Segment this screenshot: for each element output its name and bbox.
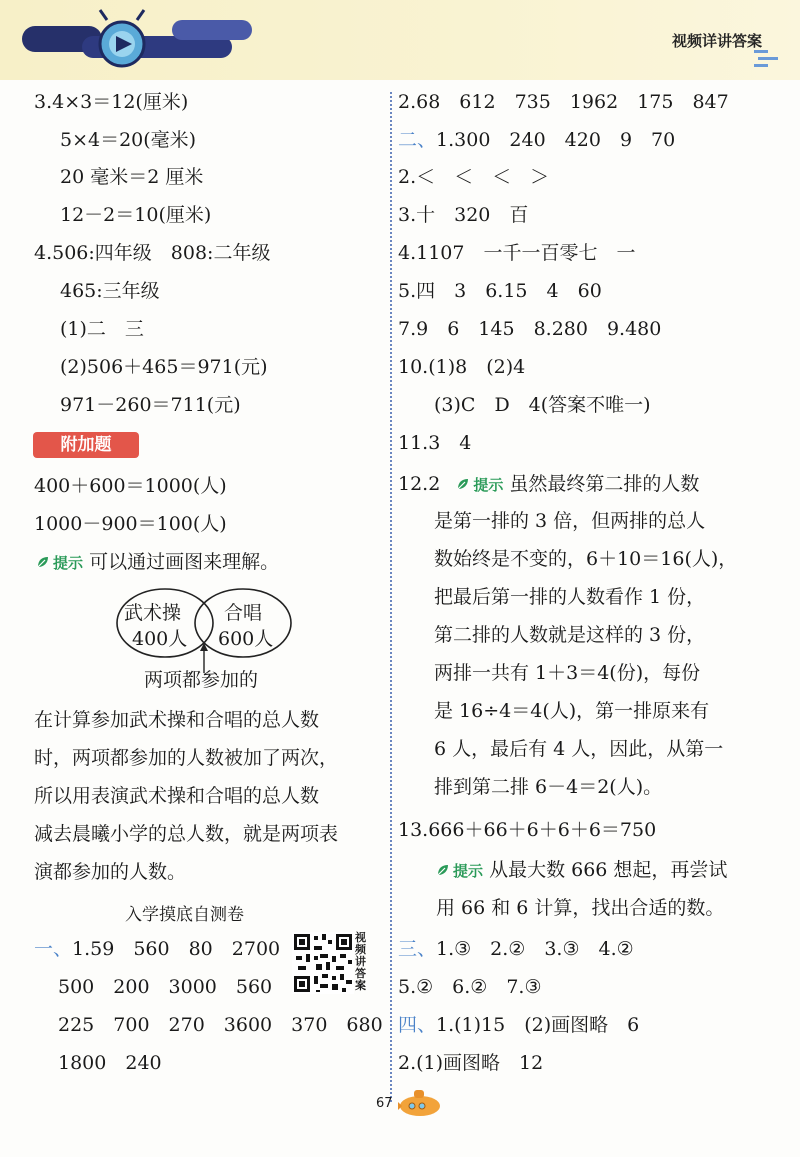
- q12-line: 是第一排的 3 倍，但两排的总人: [434, 510, 706, 532]
- explain-line: 所以用表演武术操和合唱的总人数: [34, 785, 320, 807]
- answer-line: 10.(1)8 (2)4: [398, 356, 526, 378]
- q12-line: 6 人，最后有 4 人，因此，从第一: [434, 738, 724, 760]
- hint-label: 提示: [53, 554, 84, 572]
- hint-text: 可以通过画图来理解。: [89, 551, 280, 573]
- q12-line: 数始终是不变的，6＋10＝16(人)，: [434, 548, 738, 570]
- q13-hint-line: 提示 从最大数 666 想起，再尝试: [436, 858, 727, 883]
- qr-code[interactable]: [292, 932, 354, 994]
- header-title: 视频详讲答案: [671, 32, 762, 50]
- section1-line: 500 200 3000 560: [58, 976, 273, 998]
- header-decoration: [754, 48, 778, 68]
- answer-line: 465:三年级: [60, 280, 160, 302]
- bonus-tag: 附加题: [33, 432, 139, 458]
- answer-line: 20 毫米＝2 厘米: [60, 166, 204, 188]
- qr-caption: 视频讲答案: [355, 931, 366, 992]
- section3-line: 5.② 6.② 7.③: [398, 976, 542, 998]
- q12-line: 两排一共有 1＋3＝4(份)，每份: [434, 662, 701, 684]
- answer-line: 3.4×3＝12(厘米): [34, 91, 189, 113]
- q13-hint-line: 用 66 和 6 计算，找出合适的数。: [436, 897, 725, 919]
- answer-line: 12－2＝10(厘米): [60, 204, 212, 226]
- answer-line: 7.9 6 145 8.280 9.480: [398, 318, 662, 340]
- q12-line: 排到第二排 6－4＝2(人)。: [434, 776, 663, 798]
- explain-line: 演都参加的人数。: [34, 861, 187, 883]
- section1-line: 1800 240: [58, 1052, 162, 1074]
- answer-line: 3.十 320 百: [398, 204, 529, 226]
- answer-line: 2.＜ ＜ ＜ ＞: [398, 166, 550, 188]
- answer-line: 971－260＝711(元): [60, 394, 241, 416]
- section4-line: 2.(1)画图略 12: [398, 1052, 544, 1074]
- q12-line: 是 16÷4＝4(人)，第一排原来有: [434, 700, 710, 722]
- q12-line: 把最后第一排的人数看作 1 份，: [434, 586, 706, 608]
- explain-line: 减去晨曦小学的总人数，就是两项表: [34, 823, 339, 845]
- section1-line: 一、1.59 560 80 2700: [34, 938, 281, 960]
- hint-label: 提示: [453, 862, 484, 880]
- leaf-icon: [436, 863, 450, 877]
- venn-left-top: 武术操: [124, 602, 182, 624]
- bonus-line: 400＋600＝1000(人): [34, 475, 227, 497]
- section-title: 入学摸底自测卷: [125, 905, 244, 925]
- answer-line: (1)二 三: [60, 318, 144, 340]
- leaf-icon: [456, 477, 470, 491]
- section2-prefix: 二、: [398, 129, 437, 151]
- answer-line: 二、1.300 240 420 9 70: [398, 129, 676, 151]
- bonus-line: 1000－900＝100(人): [34, 513, 227, 535]
- hint-line: [36, 550, 279, 575]
- hint-label: 提示: [473, 476, 504, 494]
- section4-prefix: 四、: [398, 1014, 437, 1036]
- answer-line: 11.3 4: [398, 432, 472, 454]
- q13-line: 13.666＋66＋6＋6＋6＝750: [398, 819, 657, 841]
- answer-line: 4.1107 一千一百零七 一: [398, 242, 636, 264]
- banner-illustration: [22, 6, 262, 76]
- section3-line: 三、1.③ 2.② 3.③ 4.②: [398, 938, 634, 960]
- answer-line: 2.68 612 735 1962 175 847: [398, 91, 729, 113]
- q12-line: 第二排的人数就是这样的 3 份，: [434, 624, 706, 646]
- submarine-icon: [396, 1084, 442, 1118]
- leaf-icon: [36, 555, 50, 569]
- answer-line: (3)C D 4(答案不唯一): [434, 394, 651, 416]
- venn-right-bottom: 600人: [218, 628, 274, 650]
- q12-first-line: 12.2 提示 虽然最终第二排的人数: [398, 473, 700, 495]
- answer-line: 5×4＝20(毫米): [60, 129, 197, 151]
- venn-caption: 两项都参加的: [144, 669, 259, 691]
- explain-line: 时，两项都参加的人数被加了两次，: [34, 747, 339, 769]
- section1-line: 225 700 270 3600 370 680: [58, 1014, 383, 1036]
- answer-line: 5.四 3 6.15 4 60: [398, 280, 602, 302]
- venn-left-bottom: 400人: [132, 628, 188, 650]
- column-divider: [390, 92, 392, 1102]
- page-number: 67: [376, 1096, 393, 1111]
- section4-line: 四、1.(1)15 (2)画图略 6: [398, 1014, 640, 1036]
- section3-prefix: 三、: [398, 938, 437, 960]
- answer-line: (2)506＋465＝971(元): [60, 356, 268, 378]
- answer-line: 4.506:四年级 808:二年级: [34, 242, 271, 264]
- section1-prefix: 一、: [34, 938, 73, 960]
- explain-line: 在计算参加武术操和合唱的总人数: [34, 709, 320, 731]
- venn-right-top: 合唱: [224, 602, 263, 624]
